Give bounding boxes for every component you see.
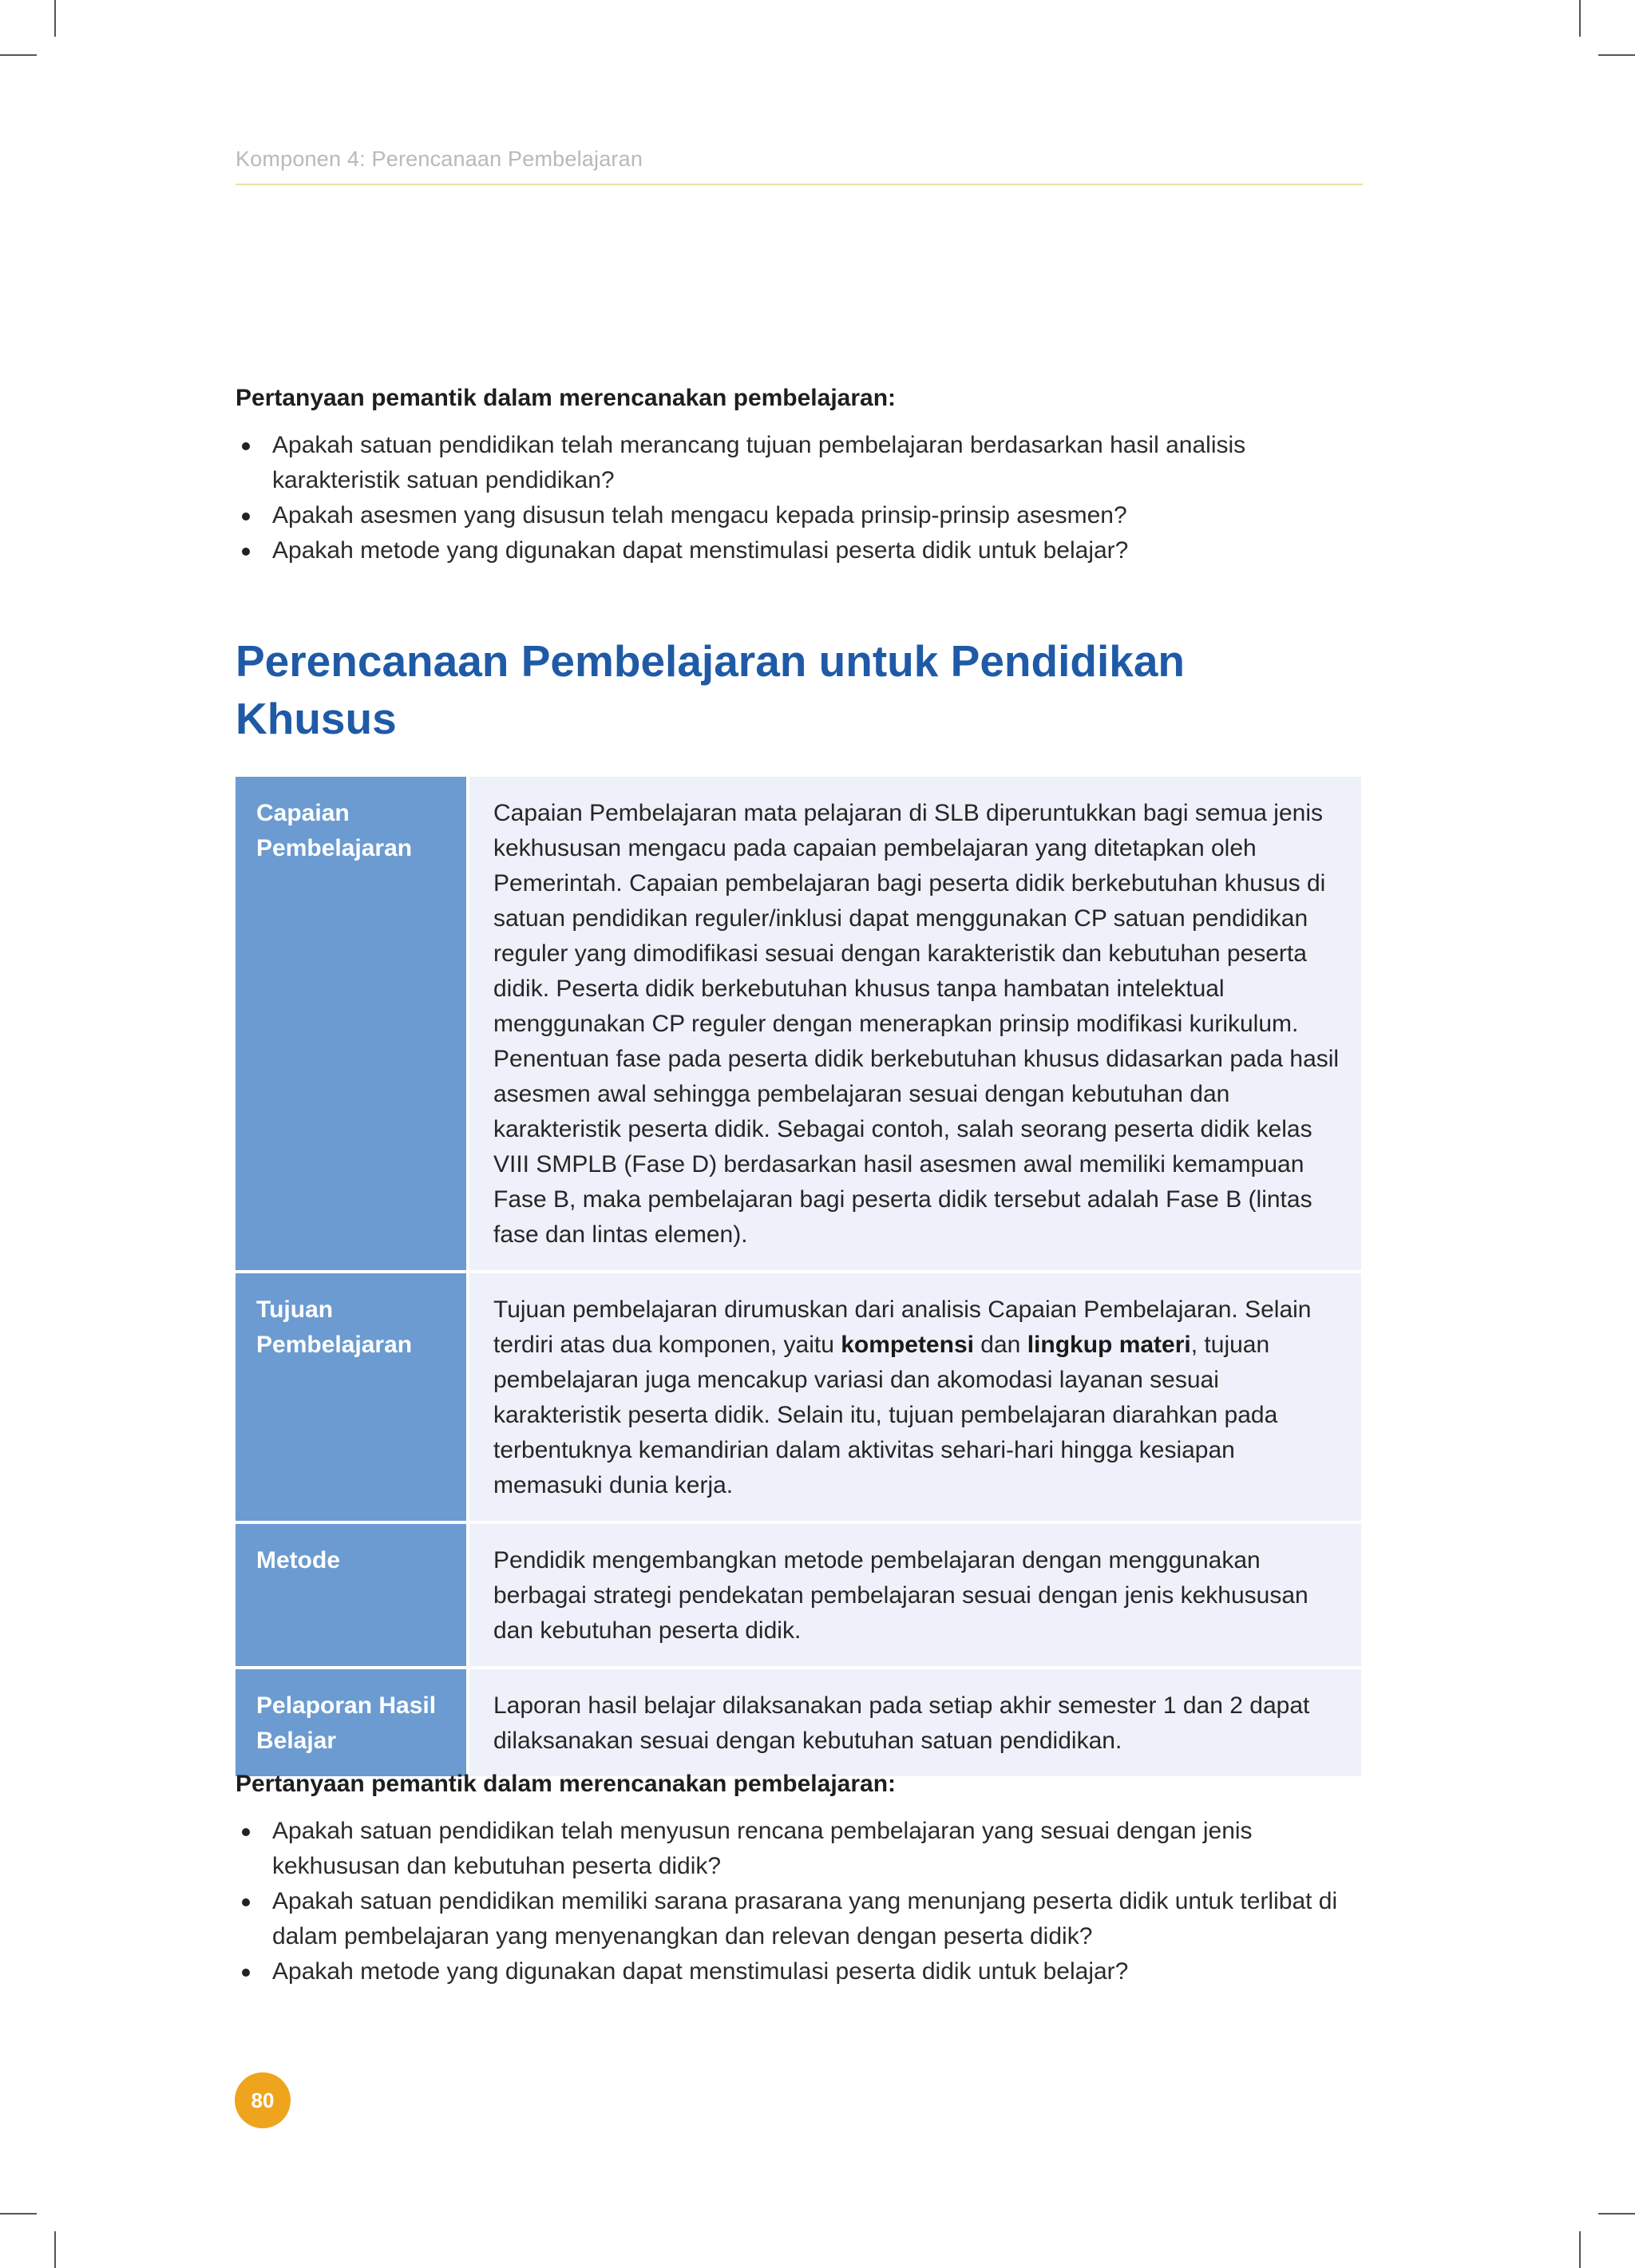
section-heading: Perencanaan Pembelajaran untuk Pendidikan Khusus — [236, 636, 1186, 743]
list-item: Apakah metode yang digunakan dapat menstimulasi peserta didik untuk belajar? — [236, 1954, 1363, 1989]
table-row — [236, 1272, 1361, 1522]
row-description — [468, 1272, 1361, 1522]
row-label: Metode — [236, 1522, 468, 1668]
list-item: Apakah asesmen yang disusun telah mengacu kepada prinsip-prinsip asesmen? — [236, 498, 1363, 533]
row-description: Pendidik mengembangkan metode pembelajaran dengan menggunakan berbagai strategi pendekatan pembelajaran sesuai dengan jenis kekhususan dan kebutuhan peserta didik. — [468, 1522, 1361, 1668]
questions-bottom — [236, 1771, 1363, 1989]
questions-bottom-list — [236, 1814, 1363, 1989]
crop-mark — [1598, 2213, 1635, 2215]
crop-mark — [0, 2213, 37, 2215]
crop-mark — [54, 0, 56, 37]
row-description: Capaian Pembelajaran mata pelajaran di SLB diperuntukkan bagi semua jenis kekhususan mengacu pada capaian pembelajaran yang ditetapkan oleh Pemerintah. Capaian pembelajaran bagi peserta didik berkebutuhan khusus di satuan pendidikan reguler/inklusi dapat menggunakan CP satuan pendidikan reguler yang dimodifikasi sesuai dengan karakteristik dan kebutuhan peserta didik. Peserta didik berkebutuhan khusus tanpa hambatan intelektual menggunakan CP reguler dengan menerapkan prinsip modifikasi kurikulum. Penentuan fase pada peserta didik berkebutuhan khusus didasarkan pada hasil asesmen awal sehingga pembelajaran sesuai dengan kebutuhan dan karakteristik peserta didik. Sebagai contoh, salah seorang peserta didik kelas VIII SMPLB (Fase D) berdasarkan hasil asesmen awal memiliki kemampuan Fase B, maka pembelajaran bagi peserta didik tersebut adalah Fase B (lintas fase dan lintas elemen). — [468, 777, 1361, 1272]
row-label: Capaian Pembelajaran — [236, 777, 468, 1272]
list-item: Apakah satuan pendidikan telah menyusun rencana pembelajaran yang sesuai dengan jenis kekhususan dan kebutuhan peserta didik? — [236, 1814, 1363, 1884]
crop-mark — [1598, 54, 1635, 56]
text-segment: , tujuan pembelajaran juga mencakup variasi dan akomodasi layanan sesuai karakteristik peserta didik. Selain itu, tujuan pembelajaran diarahkan pada terbentuknya kemandirian dalam aktivitas sehari-hari hingga kesiapan memasuki dunia kerja. — [493, 1332, 1278, 1498]
text-segment: dan — [973, 1332, 1027, 1358]
table-row — [236, 1668, 1361, 1778]
header-rule — [236, 184, 1363, 185]
row-description: Laporan hasil belajar dilaksanakan pada setiap akhir semester 1 dan 2 dapat dilaksanakan sesuai dengan kebutuhan satuan pendidikan. — [468, 1668, 1361, 1778]
page-number: 80 — [235, 2072, 291, 2128]
info-table — [236, 777, 1361, 1779]
row-label: Tujuan Pembelajaran — [236, 1272, 468, 1522]
crop-mark — [1579, 0, 1581, 37]
row-label: Pelaporan Hasil Belajar — [236, 1668, 468, 1778]
table-row — [236, 777, 1361, 1272]
crop-mark — [54, 2231, 56, 2268]
crop-mark — [0, 54, 37, 56]
running-header: Komponen 4: Perencanaan Pembelajaran — [236, 147, 643, 171]
questions-top — [236, 385, 1363, 568]
bold-term: lingkup materi — [1027, 1332, 1191, 1358]
list-item: Apakah satuan pendidikan memiliki sarana prasarana yang menunjang peserta didik untuk terlibat di dalam pembelajaran yang menyenangkan dan relevan dengan peserta didik? — [236, 1884, 1363, 1954]
questions-bottom-title: Pertanyaan pemantik dalam merencanakan pembelajaran: — [236, 1771, 897, 1797]
crop-mark — [1579, 2231, 1581, 2268]
text-segment: Tujuan pembelajaran dirumuskan dari analisis Capaian Pembelajaran. Selain terdiri atas dua komponen, yaitu — [493, 1296, 1312, 1358]
list-item: Apakah metode yang digunakan dapat menstimulasi peserta didik untuk belajar? — [236, 533, 1363, 568]
list-item: Apakah satuan pendidikan telah merancang tujuan pembelajaran berdasarkan hasil analisis karakteristik satuan pendidikan? — [236, 428, 1363, 498]
table-row — [236, 1522, 1361, 1668]
bold-term: kompetensi — [841, 1332, 974, 1358]
questions-top-title: Pertanyaan pemantik dalam merencanakan pembelajaran: — [236, 385, 897, 411]
questions-top-list — [236, 428, 1363, 568]
